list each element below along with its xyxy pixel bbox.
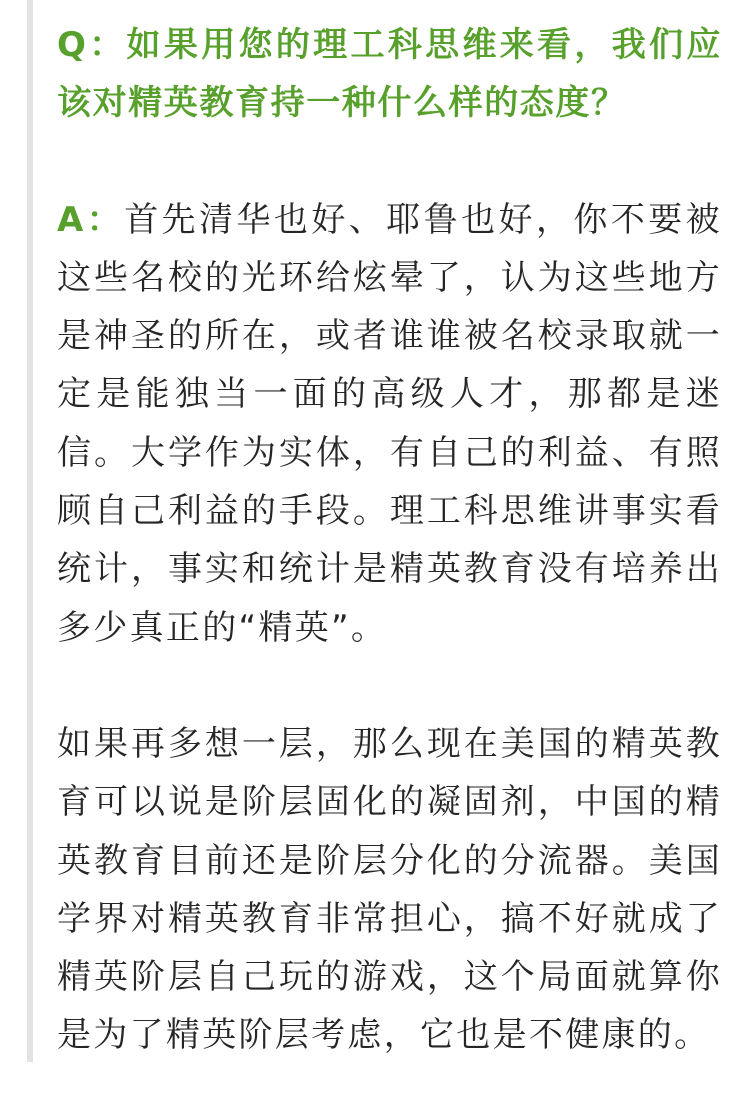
article-body [57,16,722,1065]
quote-bar [27,0,33,1062]
answer-paragraph [57,191,722,657]
paragraph-spacer [57,657,722,715]
paragraph-spacer [57,133,722,191]
followup-paragraph: 如果再多想一层，那么现在美国的精英教育可以说是阶层固化的凝固剂，中国的精英教育目前还是阶层分化的分流器。美国学界对精英教育非常担心，搞不好就成了精英阶层自己玩的游戏，这个局面就算你是为了精英阶层考虑，它也是不健康的。 [57,723,722,1056]
question-paragraph: Q：如果用您的理工科思维来看，我们应该对精英教育持一种什么样的态度？ [57,25,722,124]
answer-text: 首先清华也好、耶鲁也好，你不要被这些名校的光环给炫晕了，认为这些地方是神圣的所在，或者谁谁被名校录取就一定是能独当一面的高级人才，那都是迷信。大学作为实体，有自己的利益、有照顾自己利益的手段。理工科思维讲事实看统计，事实和统计是精英教育没有培养出多少真正的“精英”。 [57,199,722,648]
answer-marker: A： [57,199,125,240]
